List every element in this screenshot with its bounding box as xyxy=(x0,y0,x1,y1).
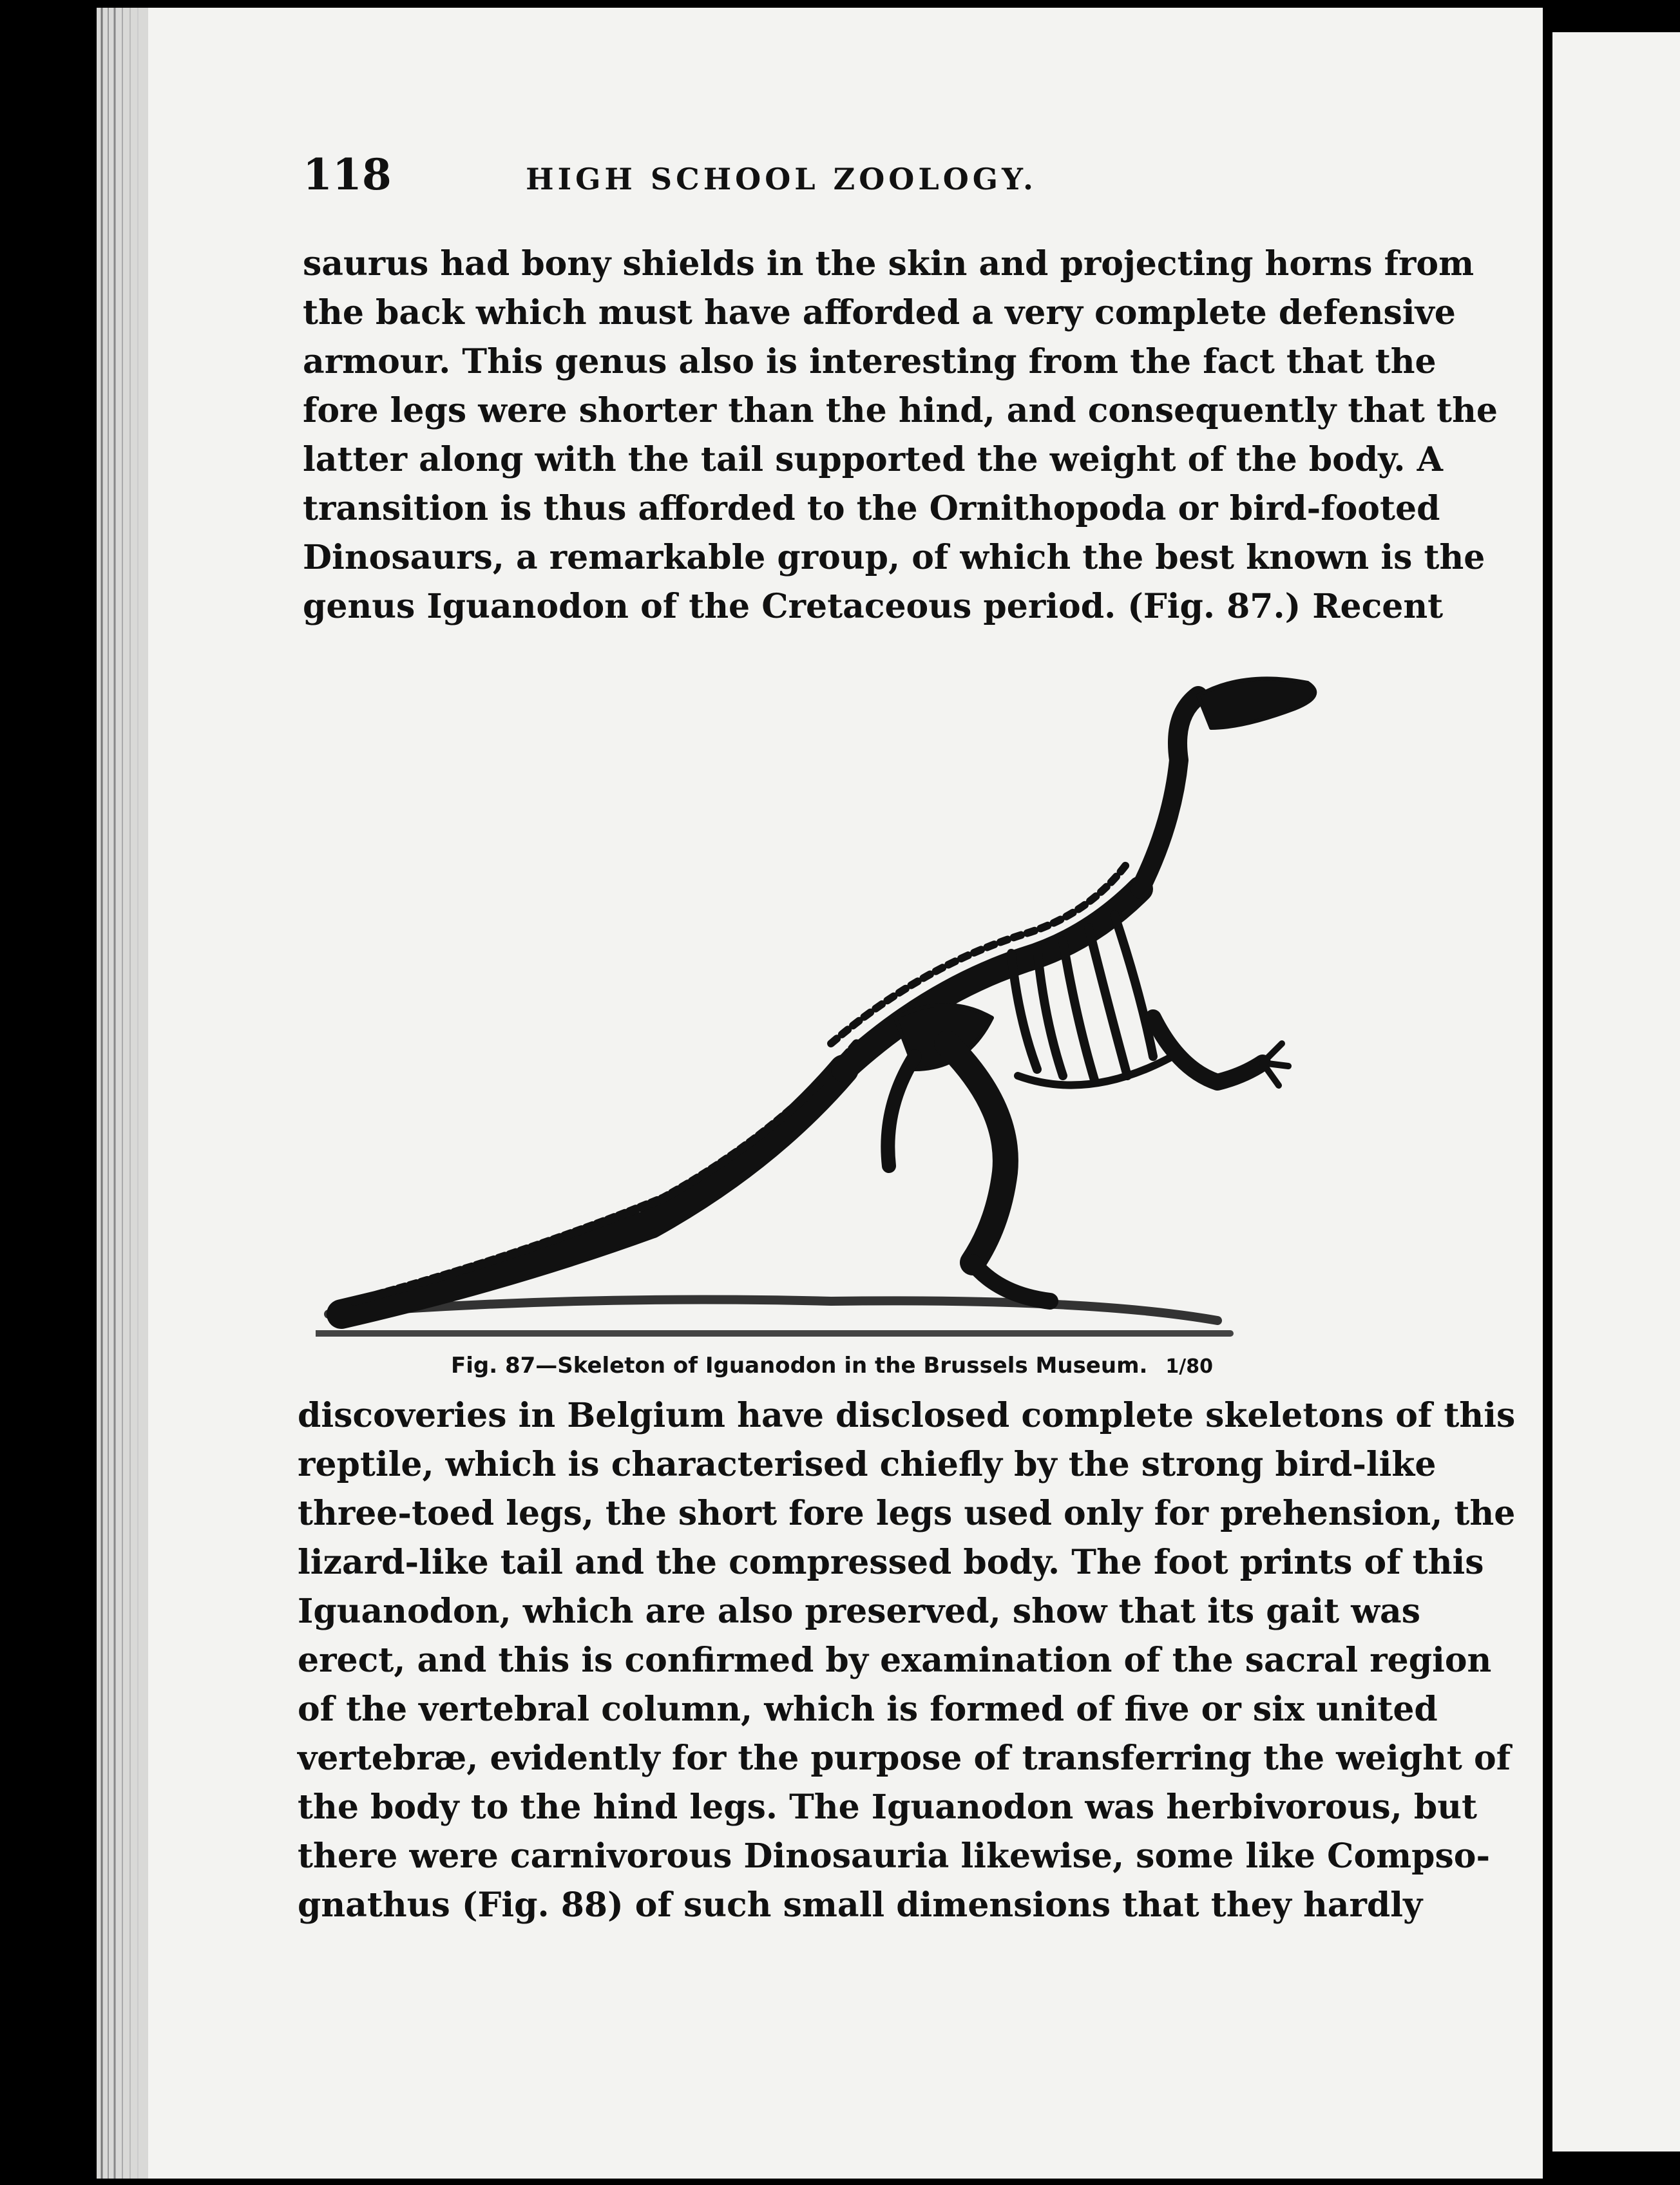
right-page-edge xyxy=(1552,32,1680,2152)
text-line: fore legs were shorter than the hind, and consequently that the xyxy=(303,391,1498,430)
text-line: the body to the hind legs. The Iguanodon was herbivorous, but xyxy=(298,1788,1478,1827)
text-block-top xyxy=(303,240,1498,631)
text-line: there were carnivorous Dinosauria likewise, some like Compso- xyxy=(298,1837,1491,1876)
text-line: vertebræ, evidently for the purpose of transferring the weight of xyxy=(298,1739,1511,1778)
text-line: armour. This genus also is interesting from the fact that the xyxy=(303,342,1437,381)
text-line: gnathus (Fig. 88) of such small dimensions that they hardly xyxy=(298,1885,1423,1925)
caption-text: Fig. 87—Skeleton of Iguanodon in the Brussels Museum. xyxy=(451,1353,1148,1379)
text-line: three-toed legs, the short fore legs used only for prehension, the xyxy=(298,1494,1516,1533)
text-line: latter along with the tail supported the weight of the body. A xyxy=(303,440,1443,479)
text-line: genus Iguanodon of the Cretaceous period. (Fig. 87.) Recent xyxy=(303,587,1444,626)
text-line: saurus had bony shields in the skin and projecting horns from xyxy=(303,244,1475,283)
text-line: discoveries in Belgium have disclosed complete skeletons of this xyxy=(298,1396,1516,1435)
scale-fraction: 1/80 xyxy=(1165,1355,1214,1378)
text-line: erect, and this is confirmed by examination of the sacral region xyxy=(298,1641,1492,1680)
text-line: lizard-like tail and the compressed body. The foot prints of this xyxy=(298,1543,1484,1582)
figure-caption xyxy=(451,1353,1224,1379)
page-header xyxy=(303,149,1372,200)
text-line: Dinosaurs, a remarkable group, of which the best known is the xyxy=(303,538,1485,577)
text-line: Iguanodon, which are also preserved, show that its gait was xyxy=(298,1592,1420,1631)
text-line: reptile, which is characterised chiefly by the strong bird-like xyxy=(298,1445,1437,1484)
running-head: HIGH SCHOOL ZOOLOGY. xyxy=(526,162,1037,196)
text-line: of the vertebral column, which is formed of five or six united xyxy=(298,1690,1438,1729)
page-edge-lines xyxy=(97,8,148,2179)
text-line: transition is thus afforded to the Ornithopoda or bird-footed xyxy=(303,489,1440,528)
text-block-bottom xyxy=(298,1391,1516,1930)
text-line: the back which must have afforded a very complete defensive xyxy=(303,293,1456,332)
iguanodon-skeleton-illustration xyxy=(316,657,1346,1353)
page-number: 118 xyxy=(303,149,392,200)
